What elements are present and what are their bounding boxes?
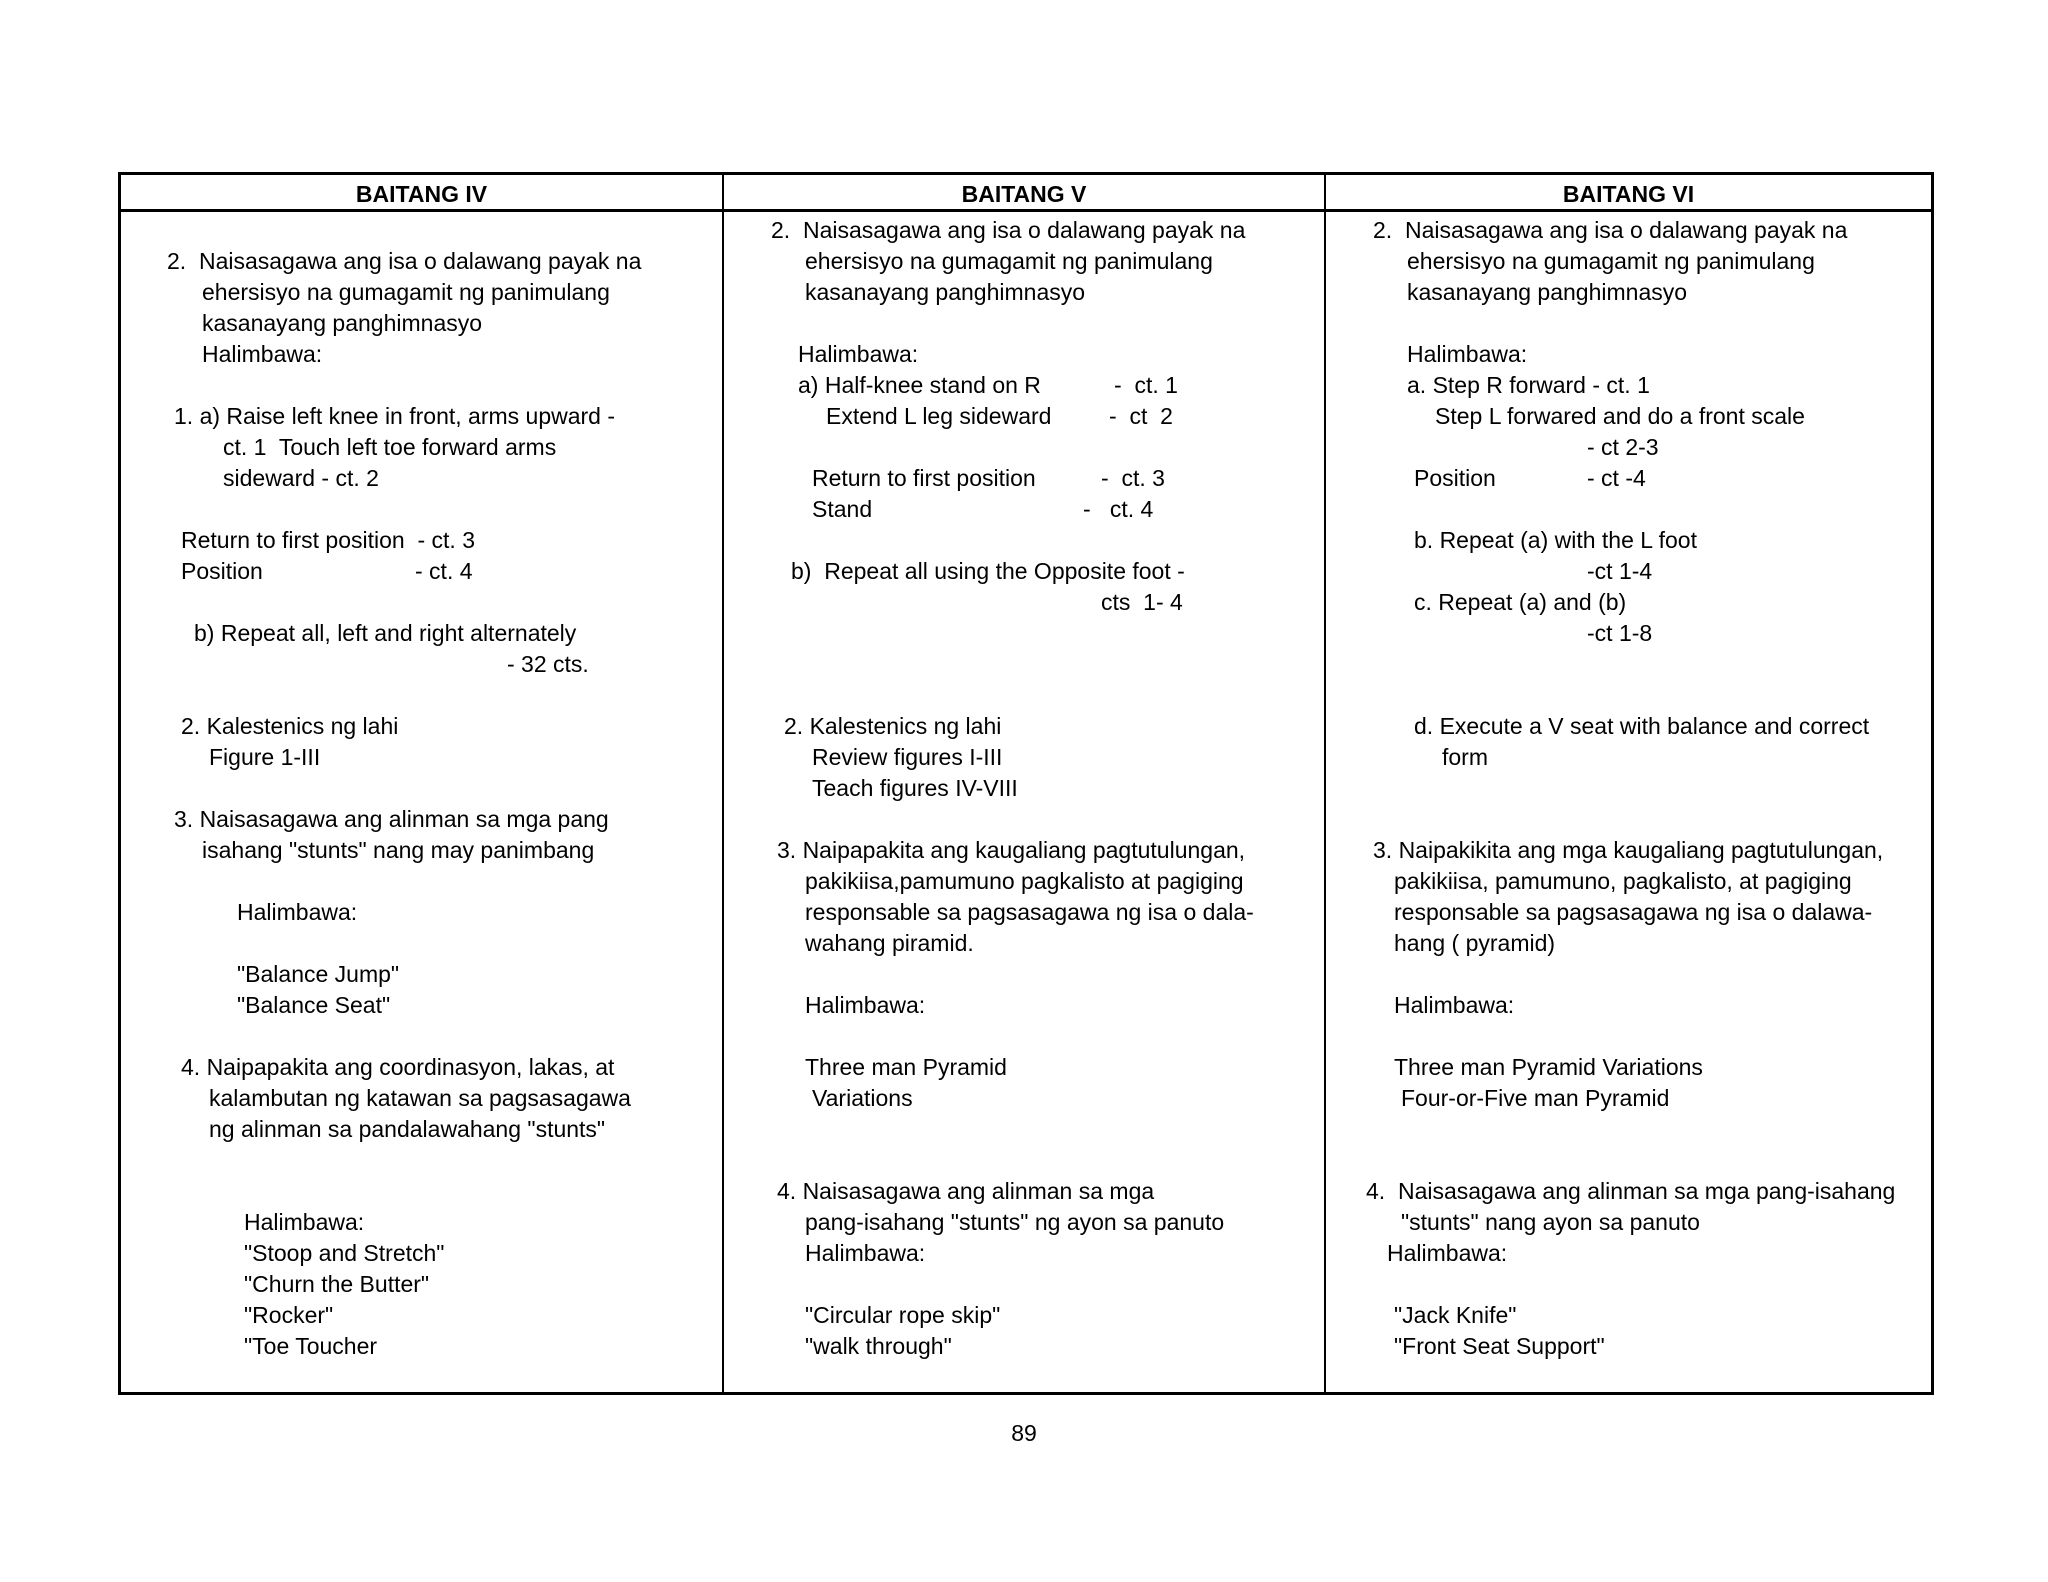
text-line: form <box>1442 744 1488 770</box>
text-line: Halimbawa: <box>202 341 323 367</box>
text-line: Figure 1-III <box>209 744 321 770</box>
text-line: Position <box>1414 465 1496 491</box>
page-number: 89 <box>1011 1420 1037 1446</box>
text-line: 2. Naisasagawa ang isa o dalawang payak na <box>1373 217 1848 243</box>
text-line: responsable sa pagsasagawa ng isa o dalawa- <box>1394 899 1873 925</box>
text-line: -ct 1-8 <box>1587 620 1653 646</box>
text-line: 4. Naipapakita ang coordinasyon, lakas, at <box>181 1054 615 1080</box>
text-line: kasanayang panghimnasyo <box>1407 279 1688 305</box>
text-line: a. Step R forward - ct. 1 <box>1407 372 1650 398</box>
text-line: Three man Pyramid Variations <box>1394 1054 1703 1080</box>
text-line: ct. 1 Touch left toe forward arms <box>223 434 557 460</box>
text-line: ehersisyo na gumagamit ng panimulang <box>202 279 610 305</box>
text-line: "Rocker" <box>244 1302 334 1328</box>
text-line: -ct 1-4 <box>1587 558 1653 584</box>
text-line: "Churn the Butter" <box>244 1271 430 1297</box>
header-divider <box>121 209 1931 212</box>
text-line: "Toe Toucher <box>244 1333 378 1359</box>
text-line: Teach figures IV-VIII <box>812 775 1018 801</box>
column-divider <box>1324 175 1326 1392</box>
text-line: Four-or-Five man Pyramid <box>1401 1085 1670 1111</box>
text-line: "Balance Jump" <box>237 961 400 987</box>
text-line: a) Half-knee stand on R <box>798 372 1041 398</box>
text-line: - ct 2 <box>1109 403 1173 429</box>
text-line: "Circular rope skip" <box>805 1302 1001 1328</box>
text-line: Return to first position <box>812 465 1036 491</box>
text-line: b) Repeat all, left and right alternately <box>194 620 577 646</box>
text-line: pakikiisa, pamumuno, pagkalisto, at pagiging <box>1394 868 1852 894</box>
text-line: - ct -4 <box>1587 465 1646 491</box>
text-line: Halimbawa: <box>798 341 919 367</box>
text-line: "stunts" nang ayon sa panuto <box>1401 1209 1700 1235</box>
text-line: 2. Naisasagawa ang isa o dalawang payak na <box>167 248 642 274</box>
text-line: c. Repeat (a) and (b) <box>1414 589 1627 615</box>
text-line: cts 1- 4 <box>1101 589 1183 615</box>
text-line: hang ( pyramid) <box>1394 930 1556 956</box>
text-line: "Stoop and Stretch" <box>244 1240 445 1266</box>
text-line: ng alinman sa pandalawahang "stunts" <box>209 1116 606 1142</box>
text-line: - ct. 3 <box>1101 465 1165 491</box>
text-line: pang-isahang "stunts" ng ayon sa panuto <box>805 1209 1225 1235</box>
text-line: Three man Pyramid <box>805 1054 1007 1080</box>
curriculum-table <box>118 172 1934 1395</box>
text-line: Stand <box>812 496 873 522</box>
text-line: - ct. 1 <box>1114 372 1178 398</box>
text-line: - ct. 4 <box>1083 496 1154 522</box>
text-line: Halimbawa: <box>1387 1240 1508 1266</box>
text-line: Halimbawa: <box>805 992 926 1018</box>
text-line: Halimbawa: <box>1394 992 1515 1018</box>
text-line: Position <box>181 558 263 584</box>
header-baitang-vi: BAITANG VI <box>1562 181 1695 207</box>
text-line: Halimbawa: <box>1407 341 1528 367</box>
text-line: Step L forwared and do a front scale <box>1435 403 1805 429</box>
text-line: 2. Kalestenics ng lahi <box>784 713 1002 739</box>
text-line: - ct 2-3 <box>1587 434 1659 460</box>
text-line: - 32 cts. <box>507 651 589 677</box>
text-line: "Balance Seat" <box>237 992 391 1018</box>
text-line: 3. Naipakikita ang mga kaugaliang pagtutulungan, <box>1373 837 1884 863</box>
text-line: Halimbawa: <box>237 899 358 925</box>
header-baitang-v: BAITANG V <box>961 181 1087 207</box>
text-line: "walk through" <box>805 1333 952 1359</box>
text-line: Halimbawa: <box>805 1240 926 1266</box>
text-line: 4. Naisasagawa ang alinman sa mga <box>777 1178 1155 1204</box>
text-line: 3. Naipapakita ang kaugaliang pagtutulungan, <box>777 837 1246 863</box>
text-line: 1. a) Raise left knee in front, arms upward - <box>174 403 616 429</box>
text-line: ehersisyo na gumagamit ng panimulang <box>1407 248 1815 274</box>
text-line: Halimbawa: <box>244 1209 365 1235</box>
text-line: pakikiisa,pamumuno pagkalisto at pagiging <box>805 868 1244 894</box>
text-line: 4. Naisasagawa ang alinman sa mga pang-isahang <box>1366 1178 1896 1204</box>
text-line: 3. Naisasagawa ang alinman sa mga pang <box>174 806 609 832</box>
text-line: "Front Seat Support" <box>1394 1333 1605 1359</box>
text-line: - ct. 4 <box>415 558 473 584</box>
text-line: 2. Kalestenics ng lahi <box>181 713 399 739</box>
text-line: d. Execute a V seat with balance and correct <box>1414 713 1870 739</box>
text-line: kasanayang panghimnasyo <box>202 310 483 336</box>
text-line: "Jack Knife" <box>1394 1302 1517 1328</box>
text-line: isahang "stunts" nang may panimbang <box>202 837 595 863</box>
text-line: kasanayang panghimnasyo <box>805 279 1086 305</box>
text-line: sideward - ct. 2 <box>223 465 379 491</box>
text-line: wahang piramid. <box>805 930 974 956</box>
text-line: Review figures I-III <box>812 744 1003 770</box>
text-line: Extend L leg sideward <box>826 403 1052 429</box>
column-divider <box>722 175 724 1392</box>
text-line: kalambutan ng katawan sa pagsasagawa <box>209 1085 631 1111</box>
text-line: b) Repeat all using the Opposite foot - <box>791 558 1185 584</box>
text-line: Return to first position - ct. 3 <box>181 527 476 553</box>
text-line: responsable sa pagsasagawa ng isa o dala- <box>805 899 1254 925</box>
text-line: Variations <box>812 1085 913 1111</box>
text-line: b. Repeat (a) with the L foot <box>1414 527 1697 553</box>
text-line: 2. Naisasagawa ang isa o dalawang payak na <box>771 217 1246 243</box>
header-baitang-iv: BAITANG IV <box>355 181 488 207</box>
text-line: ehersisyo na gumagamit ng panimulang <box>805 248 1213 274</box>
